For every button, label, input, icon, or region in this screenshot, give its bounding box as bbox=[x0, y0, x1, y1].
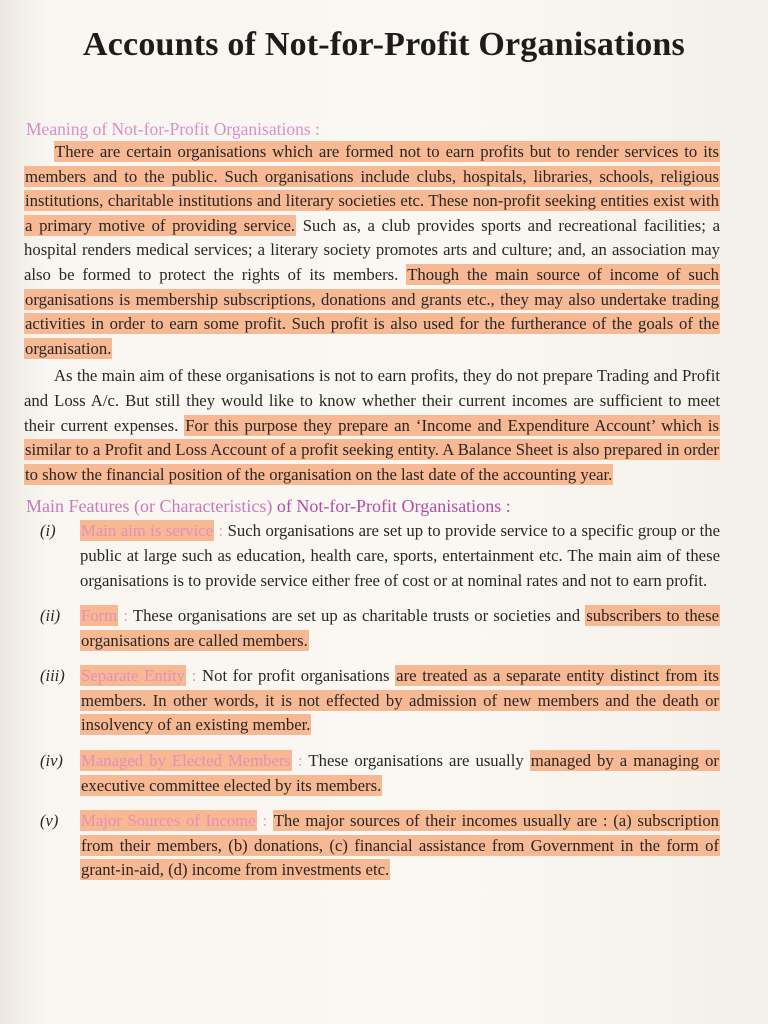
feature-label: Form bbox=[81, 606, 118, 626]
feature-label: Managed by Elected Members bbox=[81, 751, 291, 771]
body-text: These organisations are set up as charitable trusts or societies and bbox=[132, 606, 586, 626]
feature-item bbox=[24, 664, 720, 738]
feature-text bbox=[80, 749, 720, 798]
feature-label: Separate Entity bbox=[81, 666, 185, 686]
features-list bbox=[24, 519, 720, 883]
features-heading-main: of Not-for-Profit Organisations : bbox=[276, 496, 511, 517]
page-title: Accounts of Not-for-Profit Organisations bbox=[83, 26, 685, 63]
feature-separator: : bbox=[185, 666, 203, 686]
body-text: As the main aim of these organisations is not to earn profits, they do not prepare Trading and Profit and Loss A/c. But still they would like to know whether their current incomes are sufficient to meet their current expenses. bbox=[24, 366, 720, 435]
feature-label: Major Sources of Income bbox=[81, 811, 256, 831]
highlighted-text: For this purpose they prepare an ‘Income and Expenditure Account’ which is similar to a Profit and Loss Account of a profit seeking entity. A Balance Sheet is also prepared in order to show the financial position of the organisation on the last date of the accounting year. bbox=[25, 415, 719, 484]
feature-number: (ii) bbox=[40, 606, 61, 626]
feature-item bbox=[24, 749, 720, 798]
highlighted-text: are treated as a separate entity distinct from its members. In other words, it is not effected by admission of new members and the death or insolvency of an existing member. bbox=[81, 666, 719, 735]
paragraph-meaning bbox=[24, 140, 720, 361]
feature-separator: : bbox=[291, 751, 309, 771]
body-text: Such as, a club provides sports and recreational facilities; a hospital renders medical services; a literary society promotes arts and culture; and, an association may also be formed to protect the rights of its members. bbox=[24, 215, 720, 284]
highlighted-text: managed by a managing or executive committee elected by its members. bbox=[81, 751, 719, 795]
body-text: Not for profit organisations bbox=[202, 666, 396, 686]
highlighted-text: Though the main source of income of such organisations is membership subscriptions, donations and grants etc., they may also undertake trading activities in order to earn some profit. Such profit is also used for the furtherance of the goals of the organisation. bbox=[25, 264, 719, 358]
feature-label: Main aim is service bbox=[81, 521, 214, 541]
feature-text bbox=[80, 664, 720, 738]
highlighted-text: subscribers to these organisations are called members. bbox=[81, 606, 719, 650]
feature-item bbox=[24, 519, 720, 593]
feature-number: (i) bbox=[40, 521, 56, 541]
feature-item bbox=[24, 604, 720, 653]
feature-number: (iii) bbox=[40, 666, 65, 686]
features-heading-prefix: Main Features (or Characteristics) bbox=[26, 496, 277, 517]
feature-number: (iv) bbox=[40, 751, 63, 771]
body-text: These organisations are usually bbox=[308, 751, 530, 771]
highlighted-text: The major sources of their incomes usually are : (a) subscription from their members, (b) donations, (c) financial assistance from Government in the form of grant-in-aid, (d) income from investments etc. bbox=[81, 811, 720, 880]
feature-item bbox=[24, 809, 720, 883]
feature-text bbox=[80, 519, 720, 593]
feature-separator: : bbox=[214, 521, 228, 541]
feature-text bbox=[80, 604, 720, 653]
section-heading-features bbox=[26, 495, 720, 517]
feature-text bbox=[80, 809, 720, 883]
feature-separator: : bbox=[118, 606, 133, 626]
document-body bbox=[24, 118, 720, 894]
body-text: Such organisations are set up to provide service to a specific group or the public at large such as education, health care, sports, entertainment etc. The main aim of these organisations is to provide service either free of cost or at nominal rates and not to earn profit. bbox=[80, 521, 721, 590]
highlighted-text: There are certain organisations which are formed not to earn profits but to render services to its members and to the public. Such organisations include clubs, hospitals, libraries, schools, religious institutions, charitable institutions and literary societies etc. These non-profit seeking entities exist with a primary motive of providing service. bbox=[25, 142, 719, 235]
feature-number: (v) bbox=[40, 811, 59, 831]
section-heading-meaning: Meaning of Not-for-Profit Organisations : bbox=[26, 119, 320, 139]
feature-separator: : bbox=[256, 811, 273, 831]
paragraph-income-expenditure bbox=[24, 364, 720, 487]
